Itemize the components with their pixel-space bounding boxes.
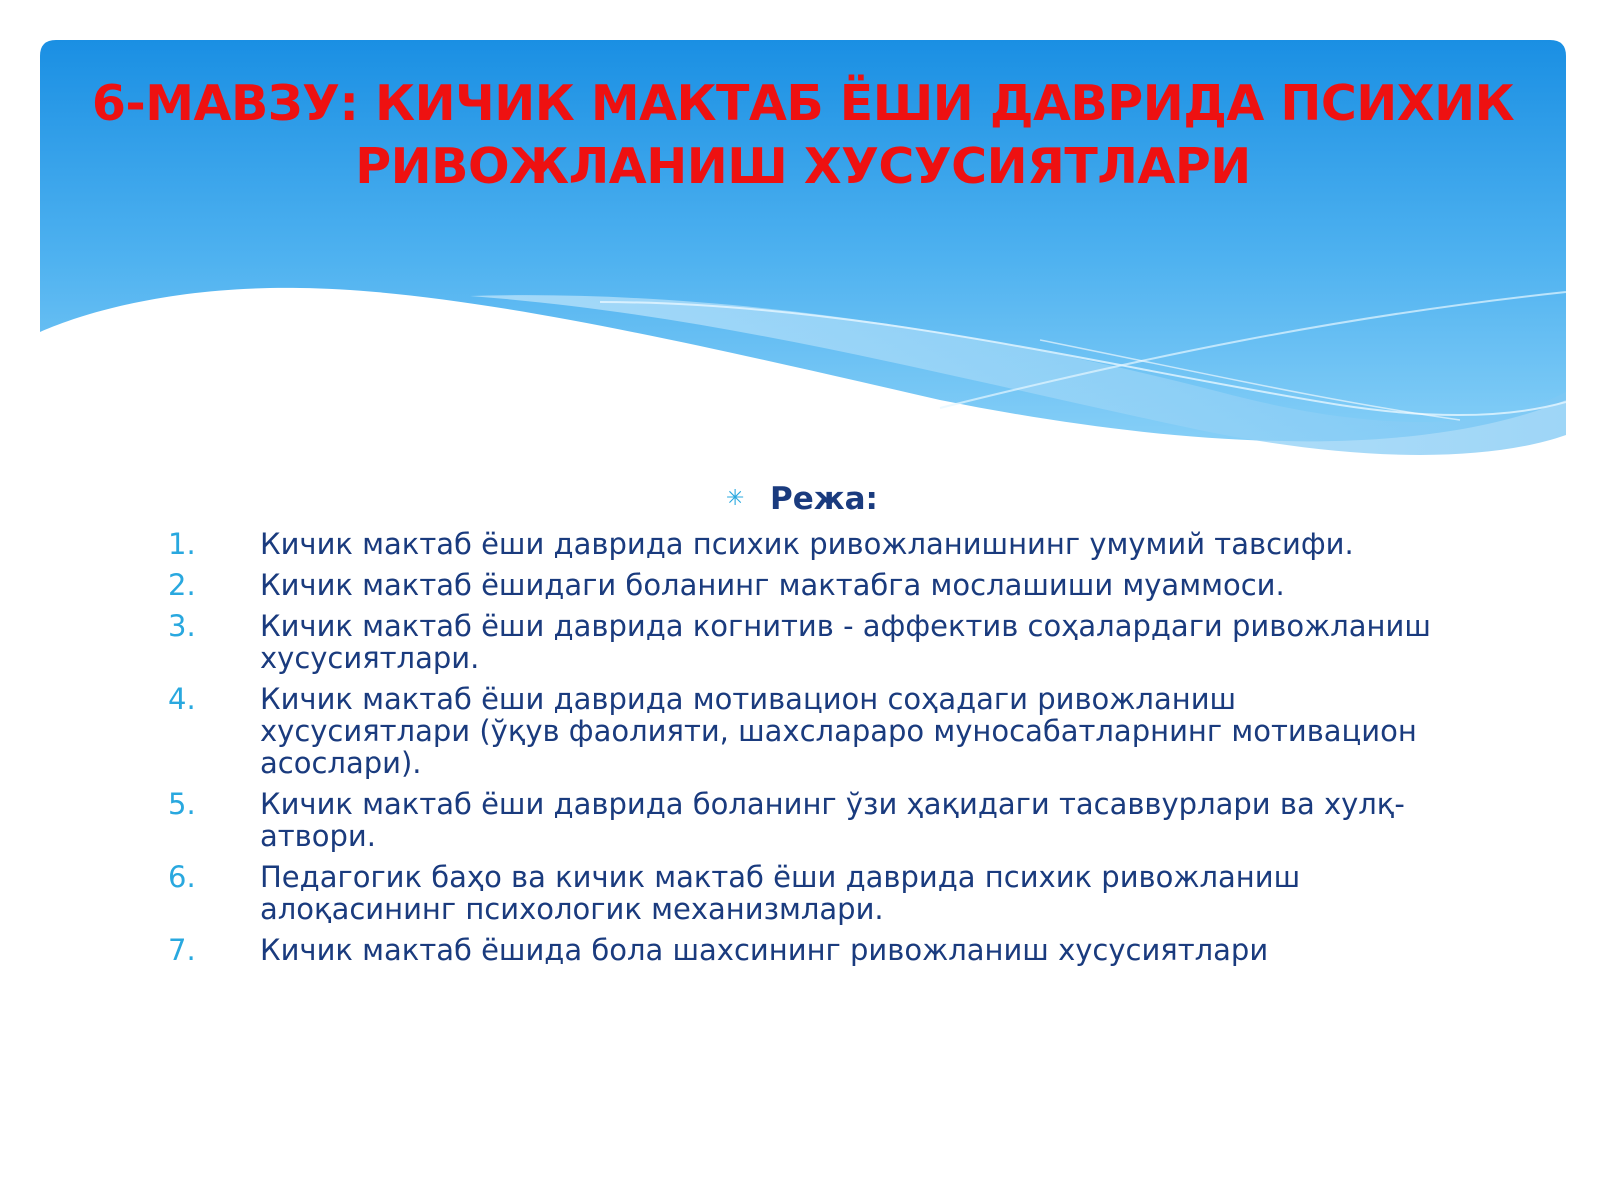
asterisk-icon: ✳: [726, 486, 745, 511]
list-item-text: Кичик мактаб ёши даврида когнитив - аффектив соҳалардаги ривожланиш хусусиятлари.: [260, 609, 1431, 675]
list-item: [168, 610, 1438, 674]
list-item-text: Кичик мактаб ёши даврида мотивацион соҳадаги ривожланиш хусусиятлари (ўқув фаолияти, шахслараро муносабатларнинг мотивацион асослари).: [260, 682, 1417, 780]
list-item-number: 2.: [168, 568, 196, 602]
list-item-number: 7.: [168, 933, 196, 967]
list-item-number: 4.: [168, 682, 196, 716]
list-item-text: Педагогик баҳо ва кичик мактаб ёши даврида психик ривожланиш алоқасининг психологик механизмлари.: [260, 860, 1301, 926]
list-item-number: 3.: [168, 609, 196, 643]
list-item-number: 5.: [168, 787, 196, 821]
agenda-heading: [726, 478, 878, 520]
list-item-number: 1.: [168, 527, 196, 561]
list-item-text: Кичик мактаб ёши даврида психик ривожланишнинг умумий тавсифи.: [260, 527, 1354, 561]
list-item-text: Кичик мактаб ёшидаги боланинг мактабга мослашиши муаммоси.: [260, 568, 1285, 602]
list-item: [168, 569, 1438, 601]
list-item: [168, 528, 1438, 560]
list-item-text: Кичик мактаб ёшида бола шахсининг ривожланиш хусусиятлари: [260, 933, 1269, 967]
list-item: [168, 683, 1438, 779]
list-item: [168, 788, 1438, 852]
list-item-text: Кичик мактаб ёши даврида боланинг ўзи ҳақидаги тасаввурлари ва хулқ-атвори.: [260, 787, 1405, 853]
agenda-heading-label: Режа:: [770, 481, 878, 517]
agenda-list: [168, 528, 1438, 975]
slide-title: 6-МАВЗУ: КИЧИК МАКТАБ ЁШИ ДАВРИДА ПСИХИК РИВОЖЛАНИШ ХУСУСИЯТЛАРИ: [91, 75, 1515, 195]
list-item: [168, 934, 1438, 966]
list-item-number: 6.: [168, 860, 196, 894]
list-item: [168, 861, 1438, 925]
